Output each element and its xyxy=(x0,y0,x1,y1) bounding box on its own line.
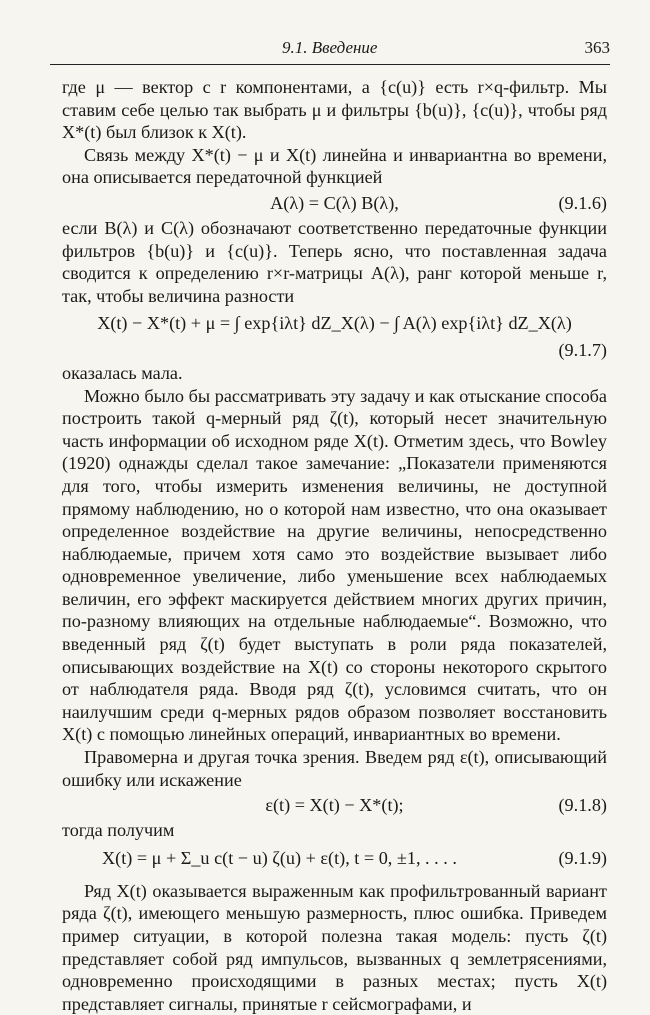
paragraph-1: где μ — вектор с r компонентами, а {c(u)} есть r×q-фильтр. Мы ставим себе целью так выбрать μ и фильтры {b(u)}, {c(u)}, чтобы ряд X*(t) был близок к X(t). xyxy=(62,77,607,143)
paragraph-3: если B(λ) и C(λ) обозначают соответственно передаточные функции фильтров {b(u)} и {c(u)}. Теперь ясно, что поставленная задача сводится к определению r×r-матрицы A(λ), ранг которой меньше r, так, чтобы величина разности xyxy=(62,217,607,306)
equation-formula: ε(t) = X(t) − X*(t); xyxy=(265,795,404,816)
equation-9-1-8 xyxy=(62,793,607,817)
equation-number: (9.1.9) xyxy=(558,847,607,868)
header-rule xyxy=(50,64,610,65)
paragraph-5: Можно было бы рассматривать эту задачу и как отыскание способа построить такой q-мерный ряд ζ(t), который несет значительную часть информации об исходном ряде X(t). Отметим здесь, что Bowley (1920) однажды сделал такое замечание: „Показатели применяются для того, чтобы измерить изменения величины, не доступной прямому наблюдению, но о которой нам известно, что она оказывает определенное воздействие на другие величины, непосредственно наблюдаемые, причем хотя само это воздействие вызывает либо одновременное увеличение, либо уменьшение всех наблюдаемых величин, его эффект маскируется действием многих других причин, по-разному влияющих на отдельные наблюдаемые“. Возможно, что введенный ряд ζ(t) будет выступать в роли ряда показателей, описывающих воздействие на X(t) со стороны некоторого скрытого от наблюдателя ряда. Вводя ряд ζ(t), условимся считать, что он наилучшим среди q-мерных рядов образом позволяет восстановить X(t) с помощью линейных операций, инвариантных во времени. xyxy=(62,385,607,745)
section-title: 9.1. Введение xyxy=(282,38,378,57)
running-header xyxy=(50,38,610,62)
equation-number: (9.1.6) xyxy=(558,192,607,213)
equation-9-1-6 xyxy=(62,191,607,215)
page-number: 363 xyxy=(584,38,610,57)
paragraph-7: тогда получим xyxy=(62,820,175,841)
equation-9-1-7 xyxy=(62,309,607,337)
equation-number: (9.1.7) xyxy=(558,340,607,361)
page-body xyxy=(62,76,607,1015)
equation-formula: X(t) − X*(t) + μ = ∫ exp{iλt} dZ_X(λ) − ∫ A(λ) exp{iλt} dZ_X(λ) xyxy=(97,313,572,334)
equation-formula: X(t) = μ + Σ_u c(t − u) ζ(u) + ε(t), t = 0, ±1, . . . . xyxy=(102,847,457,868)
equation-9-1-9 xyxy=(62,844,607,872)
paragraph-4: оказалась мала. xyxy=(62,362,183,383)
paragraph-6: Правомерна и другая точка зрения. Введем ряд ε(t), описывающий ошибку или искажение xyxy=(62,747,607,790)
equation-number: (9.1.8) xyxy=(558,795,607,816)
paragraph-2: Связь между X*(t) − μ и X(t) линейна и инвариантна во времени, она описывается передаточной функцией xyxy=(62,144,607,188)
paragraph-8: Ряд X(t) оказывается выраженным как профильтрованный вариант ряда ζ(t), имеющего меньшую размерность, плюс ошибка. Приведем пример ситуации, в которой полезна такая модель: пусть ζ(t) представляет собой ряд импульсов, вызванных q землетрясениями, одновременно происходящими в разных местах; пусть X(t) представляет сигналы, принятые r сейсмографами, и xyxy=(62,880,607,1014)
equation-formula: A(λ) = C(λ) B(λ), xyxy=(270,192,399,213)
